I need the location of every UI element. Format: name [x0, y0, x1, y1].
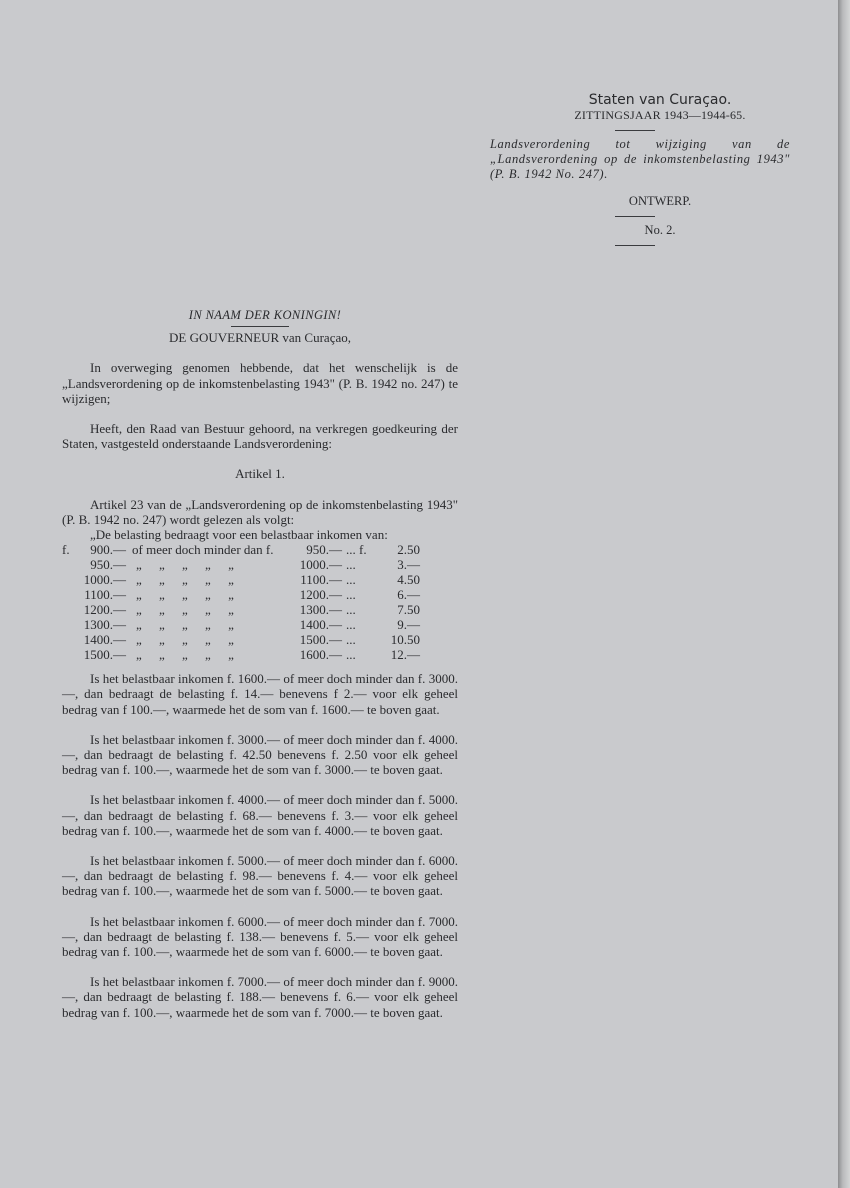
table-row [62, 542, 420, 557]
tax-bracket-paragraph: Is het belastbaar inkomen f. 4000.— of meer doch minder dan f. 5000.—, dan bedraagt de belasting f. 68.— benevens f. 3.— voor elk geheel bedrag van f. 100.—, waarmede het de som van f. 4000.— te boven gaat. [62, 792, 458, 838]
rate-from: 1000.— [83, 572, 126, 588]
rate-prefix [62, 572, 78, 587]
table-row [62, 602, 420, 617]
rate-condition: „ „ „ „ „ [136, 647, 234, 663]
rate-dots: ... [346, 617, 356, 633]
rate-condition: „ „ „ „ „ [136, 557, 234, 573]
rate-condition: „ „ „ „ „ [136, 602, 234, 618]
rate-prefix: f. [62, 542, 70, 558]
tax-bracket-paragraph: Is het belastbaar inkomen f. 6000.— of meer doch minder dan f. 7000.—, dan bedraagt de belasting f. 138.— benevens f. 5.— voor elk geheel bedrag van f. 100.—, waarmede het de som van f. 6000.— te boven gaat. [62, 913, 458, 960]
table-row [62, 617, 420, 632]
parliament-title: Staten van Curaçao. [588, 92, 732, 108]
rate-from: 1400.— [83, 632, 126, 648]
quote-intro: „De belasting bedraagt voor een belastbaar inkomen van: [90, 527, 388, 543]
page-edge [838, 0, 850, 1188]
rate-prefix [62, 557, 78, 572]
rate-tax: 4.50 [397, 572, 420, 588]
rate-to: 1100.— [300, 572, 342, 588]
document-body [62, 308, 458, 1020]
table-row [62, 557, 420, 572]
rate-dots: ... [346, 572, 356, 588]
rate-prefix [62, 632, 78, 647]
article-intro: Artikel 23 van de „Landsverordening op de inkomstenbelasting 1943" (P. B. 1942 no. 247) wordt gelezen als volgt: [62, 496, 458, 527]
tax-rate-table [62, 542, 420, 662]
rate-dots: ... [346, 602, 356, 618]
rate-dots: ... [346, 647, 356, 663]
rate-dots: ... f. [346, 542, 367, 558]
consideration-paragraph: In overweging genomen hebbende, dat het wenschelijk is de „Landsverordening op de inkomstenbelasting 1943" (P. B. 1942 no. 247) te wijzigen; [62, 360, 458, 406]
rate-to: 950.— [306, 542, 342, 558]
divider [615, 245, 655, 246]
rate-to: 1400.— [299, 617, 342, 633]
rate-tax: 9.— [397, 617, 420, 633]
rate-from: 1500.— [83, 647, 126, 663]
rate-prefix [62, 602, 78, 617]
document-number: No. 2. [644, 223, 676, 237]
rate-from: 1300.— [83, 617, 126, 633]
table-row [62, 587, 420, 602]
draft-label: ONTWERP. [628, 194, 692, 208]
rate-to: 1300.— [299, 602, 342, 618]
document-header [490, 92, 790, 252]
rate-condition: „ „ „ „ „ [136, 587, 234, 603]
rate-from: 1200.— [83, 602, 126, 618]
rate-tax: 10.50 [390, 632, 420, 648]
enactment-paragraph: Heeft, den Raad van Bestuur gehoord, na verkregen goedkeuring der Staten, vastgesteld onderstaande Landsverordening: [62, 421, 458, 452]
rate-to: 1500.— [299, 632, 342, 648]
rate-to: 1600.— [299, 647, 342, 663]
table-row [62, 632, 420, 647]
governor-heading: DE GOUVERNEUR van Curaçao, [169, 330, 351, 346]
rate-tax: 6.— [397, 587, 420, 603]
rate-condition: „ „ „ „ „ [136, 632, 234, 648]
rate-from: 950.— [90, 557, 126, 573]
royal-formula: IN NAAM DER KONINGIN! [188, 308, 342, 322]
rate-from: 1100.— [84, 587, 126, 603]
divider [615, 130, 655, 131]
article-heading: Artikel 1. [235, 466, 285, 482]
table-row [62, 572, 420, 587]
session-year: ZITTINGSJAAR 1943—1944-65. [574, 108, 746, 122]
rate-to: 1000.— [299, 557, 342, 573]
rate-from: 900.— [90, 542, 126, 558]
divider [231, 326, 289, 327]
rate-tax: 7.50 [397, 602, 420, 618]
rate-condition: „ „ „ „ „ [136, 617, 234, 633]
rate-tax: 2.50 [397, 542, 420, 558]
rate-tax: 12.— [390, 647, 420, 663]
tax-bracket-paragraph: Is het belastbaar inkomen f. 5000.— of meer doch minder dan f. 6000.—, dan bedraagt de belasting f. 98.— benevens f. 4.— voor elk geheel bedrag van f. 100.—, waarmede het de som van f. 5000.— te boven gaat. [62, 853, 458, 899]
rate-prefix [62, 647, 78, 662]
table-row [62, 647, 420, 662]
ordinance-description: Landsverordening tot wijziging van de „Landsverordening op de inkomstenbelasting 1943" (P. B. 1942 No. 247). [490, 137, 790, 181]
rate-prefix [62, 587, 78, 602]
rate-tax: 3.— [397, 557, 420, 573]
rate-to: 1200.— [299, 587, 342, 603]
rate-prefix [62, 617, 78, 632]
tax-bracket-paragraph: Is het belastbaar inkomen f. 3000.— of meer doch minder dan f. 4000.—, dan bedraagt de belasting f. 42.50 benevens f. 2.50 voor elk geheel bedrag van f. 100.—, waarmede het de som van f. 3000.— te boven gaat. [62, 731, 458, 778]
rate-dots: ... [346, 587, 356, 603]
rate-condition: „ „ „ „ „ [136, 572, 234, 588]
tax-bracket-paragraph: Is het belastbaar inkomen f. 7000.— of meer doch minder dan f. 9000.—, dan bedraagt de belasting f. 188.— benevens f. 6.— voor elk geheel bedrag van f. 100.—, waarmede het de som van f. 7000.— te boven gaat. [62, 974, 458, 1020]
tax-bracket-paragraph: Is het belastbaar inkomen f. 1600.— of meer doch minder dan f. 3000.—, dan bedraagt de belasting f. 14.— benevens f 2.— voor elk geheel bedrag van f 100.—, waarmede het de som van f. 1600.— te boven gaat. [62, 671, 458, 717]
rate-dots: ... [346, 632, 356, 648]
divider [615, 216, 655, 217]
rate-condition: of meer doch minder dan f. [132, 542, 274, 558]
rate-dots: ... [346, 557, 356, 573]
